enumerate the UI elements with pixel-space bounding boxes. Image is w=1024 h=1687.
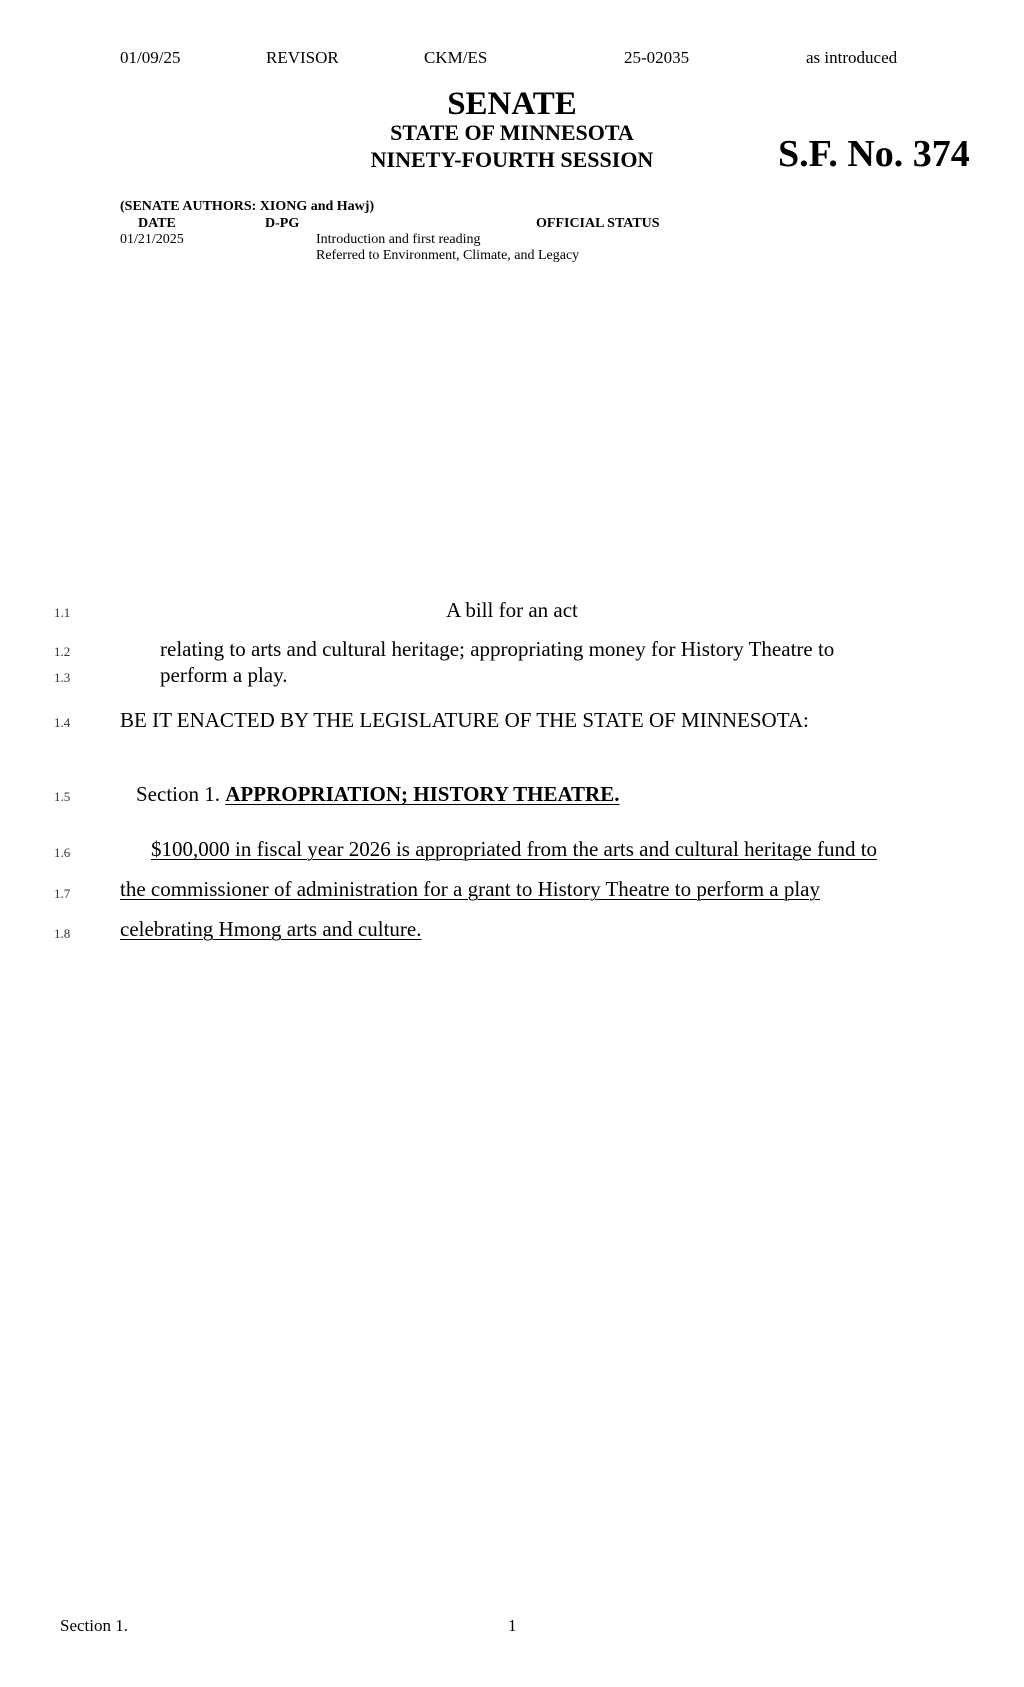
footer-section: Section 1. <box>60 1616 128 1635</box>
header-status: as introduced <box>806 48 898 67</box>
file-number: S.F. No. 374 <box>778 133 970 175</box>
page-number: 1 <box>508 1616 517 1635</box>
bill-description: perform a play. <box>160 663 288 687</box>
line-number: 1.3 <box>54 670 71 685</box>
line-number: 1.2 <box>54 644 71 659</box>
section-text: the commissioner of administration for a grant to History Theatre to perform a play <box>120 877 821 901</box>
section-label: Section 1. <box>136 782 220 806</box>
chamber-title: SENATE <box>447 86 577 122</box>
status-header-dpg: D-PG <box>265 216 300 231</box>
bill-description: relating to arts and cultural heritage; appropriating money for History Theatre to <box>160 637 835 661</box>
line-number: 1.6 <box>54 845 71 860</box>
status-header-official-status: OFFICIAL STATUS <box>536 216 660 231</box>
status-entry-date: 01/21/2025 <box>120 232 184 247</box>
state-title: STATE OF MINNESOTA <box>390 120 634 145</box>
enacting-clause: BE IT ENACTED BY THE LEGISLATURE OF THE STATE OF MINNESOTA: <box>120 708 809 732</box>
header-office: REVISOR <box>266 48 339 67</box>
line-number: 1.8 <box>54 926 71 941</box>
line-number: 1.5 <box>54 789 71 804</box>
section-heading <box>136 782 619 806</box>
session-title: NINETY-FOURTH SESSION <box>370 147 654 172</box>
line-number: 1.1 <box>54 605 71 620</box>
senate-authors: (SENATE AUTHORS: XIONG and Hawj) <box>120 199 375 214</box>
status-entry-action: Referred to Environment, Climate, and Legacy <box>316 248 580 263</box>
bill-title: A bill for an act <box>446 598 578 622</box>
header-doc-number: 25-02035 <box>624 48 690 67</box>
section-text: celebrating Hmong arts and culture. <box>120 917 422 941</box>
status-header-date: DATE <box>138 216 176 231</box>
section-text: $100,000 in fiscal year 2026 is appropriated from the arts and cultural heritage fund to <box>151 837 878 861</box>
header-date: 01/09/25 <box>120 48 181 67</box>
header-initials: CKM/ES <box>424 48 488 67</box>
section-title: APPROPRIATION; HISTORY THEATRE. <box>225 782 620 806</box>
line-number: 1.7 <box>54 886 71 901</box>
line-number: 1.4 <box>54 715 71 730</box>
status-entry-action: Introduction and first reading <box>316 232 481 247</box>
